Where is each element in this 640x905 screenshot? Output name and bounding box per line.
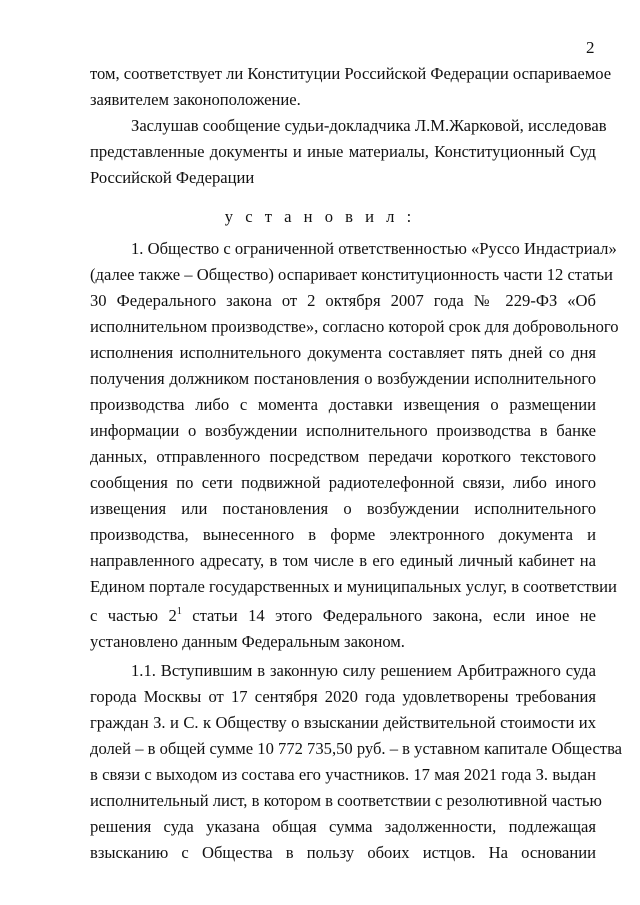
text-line: данных, отправленного посредством передачи короткого текстового xyxy=(90,447,596,466)
text-line: города Москвы от 17 сентября 2020 года удовлетворены требования xyxy=(90,687,596,706)
text-line: исполнения исполнительного документа составляет пять дней со дня xyxy=(90,343,596,362)
text-line: производства, вынесенного в форме электронного документа и xyxy=(90,525,596,544)
text-line: взысканию с Общества в пользу обоих истцов. На основании xyxy=(90,843,596,862)
text-line: 30 Федерального закона от 2 октября 2007 года № 229-ФЗ «Об xyxy=(90,291,596,310)
text-line: (далее также – Общество) оспаривает конституционность части 12 статьи xyxy=(90,265,613,284)
text-line: решения суда указана общая сумма задолженности, подлежащая xyxy=(90,817,596,836)
text-fragment: статьи 14 этого Федерального закона, если иное не xyxy=(181,606,596,625)
text-line: заявителем законоположение. xyxy=(90,90,301,109)
text-line: представленные документы и иные материалы, Конституционный Суд xyxy=(90,142,596,161)
text-line: 1.1. Вступившим в законную силу решением Арбитражного суда xyxy=(131,661,596,680)
text-line: Российской Федерации xyxy=(90,168,255,187)
text-line: информации о возбуждении исполнительного производства в банке xyxy=(90,421,596,440)
superscript: 1 xyxy=(176,606,182,617)
text-line: установлено данным Федеральным законом. xyxy=(90,632,405,651)
text-line-with-superscript xyxy=(90,603,596,629)
text-line: исполнительном производстве», согласно которой срок для добровольного xyxy=(90,317,619,336)
text-line: направленного адресату, в том числе в его единый личный кабинет на xyxy=(90,551,596,570)
text-line: исполнительный лист, в котором в соответствии с резолютивной частью xyxy=(90,791,602,810)
text-line: Заслушав сообщение судьи-докладчика Л.М.Жарковой, исследовав xyxy=(131,116,607,135)
text-line: 1. Общество с ограниченной ответственностью «Руссо Индастриал» xyxy=(131,239,617,258)
text-line: долей – в общей сумме 10 772 735,50 руб. – в уставном капитале Общества xyxy=(90,739,623,758)
text-line: в связи с выходом из состава его участников. 17 мая 2021 года З. выдан xyxy=(90,765,596,784)
text-line: том, соответствует ли Конституции Российской Федерации оспариваемое xyxy=(90,64,612,83)
text-line: граждан З. и С. к Обществу о взыскании действительной стоимости их xyxy=(90,713,596,732)
section-heading: у с т а н о в и л : xyxy=(224,207,416,226)
page-number: 2 xyxy=(586,38,595,57)
text-line: извещения или постановления о возбуждении исполнительного xyxy=(90,499,596,518)
text-line: Едином портале государственных и муниципальных услуг, в соответствии xyxy=(90,577,617,596)
text-line: сообщения по сети подвижной радиотелефонной связи, либо иного xyxy=(90,473,596,492)
text-line: производства либо с момента доставки извещения о размещении xyxy=(90,395,596,414)
text-fragment: с частью 2 xyxy=(90,606,177,625)
text-line: получения должником постановления о возбуждении исполнительного xyxy=(90,369,596,388)
